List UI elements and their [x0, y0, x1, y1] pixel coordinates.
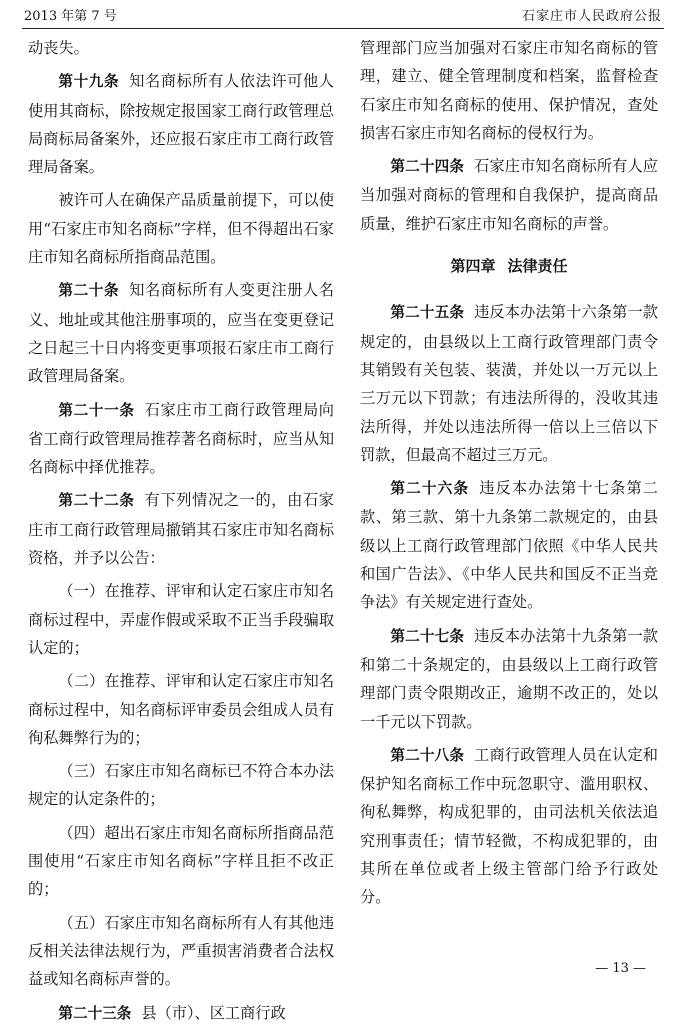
article-22	[28, 486, 334, 572]
article-text: 违反本办法第十七条第二款、第三款、第十九条第二款规定的，由县级以上工商行政管理部门依照《中华人民共和国广告法》、《中华人民共和国反不正当竞争法》有关规定进行查处。	[360, 479, 658, 612]
list-item: （五）石家庄市知名商标所有人有其他违反相关法律法规行为，严重损害消费者合法权益或知名商标声誉的。	[28, 913, 334, 989]
article-title: 第二十七条	[390, 627, 465, 645]
article-title: 第二十二条	[58, 492, 135, 510]
left-column	[28, 34, 334, 1033]
article-text: 有下列情况之一的，由石家庄市工商行政管理局撤销其石家庄市知名商标资格，并予以公告：	[28, 491, 334, 568]
article-text: 知名商标所有人变更注册人名义、地址或其他注册事项的，应当在变更登记之日起三十日内将变更事项报石家庄市工商行政管理局备案。	[28, 281, 334, 386]
article-text: 石家庄市知名商标所有人应当加强对商标的管理和自我保护，提高商品质量，维护石家庄市知名商标的声誉。	[360, 157, 658, 233]
article-25	[360, 298, 658, 469]
article-title: 第二十八条	[390, 746, 465, 764]
list-item: （三）石家庄市知名商标已不符合本办法规定的认定条件的；	[28, 762, 334, 809]
chapter-heading	[360, 252, 658, 280]
article-title: 第二十六条	[390, 480, 470, 498]
article-text: 石家庄市工商行政管理局向省工商行政管理局推荐著名商标时，应当从知名商标中择优推荐。	[28, 400, 334, 477]
article-title: 第二十五条	[390, 304, 465, 322]
article-text: 违反本办法第十六条第一款规定的，由县级以上工商行政管理部门责令其销毁有关包装、装潢，并处以一万元以上三万元以下罚款；有违法所得的，没收其违法所得，并处以违法所得一倍以上三倍以下罚款，但最高不超过三万元。	[360, 303, 658, 464]
page-number: — 13 —	[595, 961, 646, 976]
article-title: 第二十一条	[58, 401, 135, 419]
chapter-number: 第四章	[450, 257, 496, 276]
article-text: 知名商标所有人依法许可他人使用其商标，除按规定报国家工商行政管理总局商标局备案外，还应报石家庄市工商行政管理局备案。	[28, 72, 334, 177]
right-column	[360, 34, 658, 917]
list-item: （二）在推荐、评审和认定石家庄市知名商标过程中，知名商标评审委员会组成人员有徇私舞弊行为的；	[28, 672, 334, 747]
paragraph: 管理部门应当加强对石家庄市知名商标的管理，建立、健全管理制度和档案，监督检查石家庄市知名商标的使用、保护情况，查处损害石家庄市知名商标的侵权行为。	[360, 39, 658, 142]
article-19	[28, 67, 334, 181]
article-24	[360, 152, 658, 238]
publication-title: 石家庄市人民政府公报	[521, 9, 662, 24]
article-21	[28, 396, 334, 482]
issue-number: 2013 年第 7 号	[24, 9, 117, 24]
list-item: （一）在推荐、评审和认定石家庄市知名商标过程中，弄虚作假或采取不正当手段骗取认定的；	[28, 582, 334, 657]
article-20	[28, 276, 334, 390]
list-item: （四）超出石家庄市知名商标所指商品范围使用“石家庄市知名商标”字样且拒不改正的；	[28, 823, 334, 899]
article-text: 县（市）、区工商行政	[141, 1003, 286, 1022]
article-26	[360, 474, 658, 616]
chapter-title: 法律责任	[507, 257, 568, 276]
paragraph: 动丧失。	[28, 39, 89, 57]
article-23	[28, 999, 334, 1028]
article-text: 工商行政管理人员在认定和保护知名商标工作中玩忽职守、滥用职权、徇私舞弊，构成犯罪的，由司法机关依法追究刑事责任；情节轻微，不构成犯罪的，由其所在单位或者上级主管部门给予行政处分。	[360, 745, 658, 907]
article-28	[360, 741, 658, 912]
article-27	[360, 622, 658, 736]
article-title: 第十九条	[58, 73, 120, 91]
page-header	[22, 6, 664, 29]
article-title: 第二十四条	[390, 158, 465, 176]
article-title: 第二十三条	[58, 1004, 132, 1022]
article-text: 违反本办法第十九条第一款和第二十条规定的，由县级以上工商行政管理部门责令限期改正，逾期不改正的，处以一千元以下罚款。	[360, 626, 658, 731]
article-title: 第二十条	[58, 282, 120, 300]
paragraph: 被许可人在确保产品质量前提下，可以使用“石家庄市知名商标”字样，但不得超出石家庄市知名商标所指商品范围。	[28, 191, 334, 267]
